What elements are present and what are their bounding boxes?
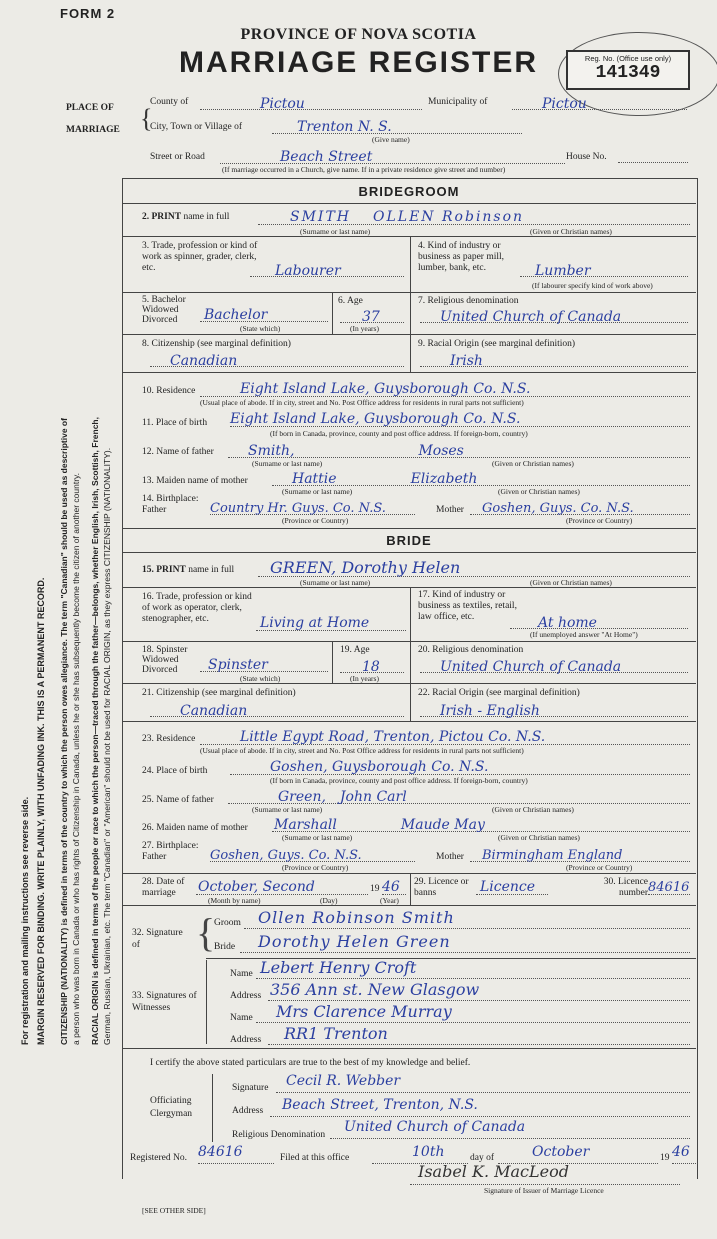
signature-label: 32. Signature of [132,928,183,950]
divider [410,683,412,721]
bride-birth-field [230,758,690,775]
divider [410,334,412,372]
groom-residence-label: 10. Residence [142,386,196,396]
bride-age-label: 19. Age [340,645,370,655]
clergy-address-value: Beach Street, Trenton, N.S. [282,1097,478,1113]
municipality-value: Pictou [542,96,587,112]
day-caption: (Day) [320,896,338,905]
state-caption: (State which) [240,324,281,333]
groom-birth-value: Eight Island Lake, Guysborough Co. N.S. [230,411,521,427]
divider [122,683,696,684]
prov-caption: (Province or Country) [282,516,349,525]
brace-icon: { [196,910,216,955]
filed-year-value: 46 [672,1144,690,1160]
licence-number-field [648,878,690,895]
groom-father-label: 12. Name of father [142,447,214,457]
witness1-address [268,980,690,1001]
divider [122,873,696,874]
county-value: Pictou [260,96,305,112]
bride-status-label: 18. Spinster Widowed Divorced [142,645,188,675]
reg-number-box [566,50,690,90]
divider [410,587,412,641]
w1-name-label: Name [230,969,253,979]
city-label: City, Town or Village of [150,122,242,132]
bride-father-given: John Carl [339,789,407,805]
bride-religion-value: United Church of Canada [440,659,622,675]
divider [122,1048,696,1049]
groom-citizenship-label: 8. Citizenship (see marginal definition) [142,339,291,349]
house-label: House No. [566,152,607,162]
groom-mother-bp-field [470,499,690,515]
groom-given: OLLEN Robinson [373,209,525,225]
surname-caption: (Surname or last name) [252,805,323,814]
bride-religion-label: 20. Religious denomination [418,645,524,655]
divider [410,873,412,905]
page-title: MARRIAGE REGISTER [178,46,539,79]
divider [122,372,696,373]
groom-racial-field [420,352,688,367]
witness2-name [256,1002,690,1023]
witness1-address-value: 356 Ann st. New Glasgow [270,980,480,999]
witness2-address [268,1024,690,1045]
see-other-side: [SEE OTHER SIDE] [142,1206,206,1215]
prov-caption: (Province or Country) [282,863,349,872]
place-of-marriage-label: PLACE OF MARRIAGE [66,103,120,135]
issuer-signature-value: Isabel K. MacLeod [418,1162,569,1181]
divider [410,641,412,683]
county-label: County of [150,97,189,107]
groom-industry-label: 4. Kind of industry or business as paper mill, lumber, bank, etc. [418,241,505,273]
side-note-6: German, Russian, Ukrainian, etc. The term "Canadian" or "American" should not be used for RACIAL ORIGIN, as they express CITIZENSHIP (NATIONALITY). [102,447,112,1045]
surname-caption: (Surname or last name) [282,833,353,842]
residence-note: (Usual place of abode. If in city, street and No. Post Office address for residents in rural parts not sufficient) [200,398,524,407]
groom-name-label: 2. PRINT name in full [142,212,230,222]
divider [122,552,696,553]
prov-caption: (Province or Country) [566,863,633,872]
side-note-2: MARGIN RESERVED FOR BINDING. WRITE PLAINLY, WITH UNFADING INK. THIS IS A PERMANENT RECORD. [36,577,46,1045]
divider [122,721,696,722]
w2-name-label: Name [230,1013,253,1023]
bride-signature [240,932,690,953]
denomination-label: Religious Denomination [232,1130,326,1140]
bridegroom-heading: BRIDEGROOM [358,184,460,199]
bride-father-bp-field [210,846,415,862]
clergy-address [270,1096,690,1117]
bride-name-value: GREEN, Dorothy Helen [270,558,461,577]
years-caption: (In years) [350,674,379,683]
brace-icon: { [140,104,153,133]
registered-field [198,1143,274,1164]
residence-note: (Usual place of abode. If in city, street and No. Post Office address for residents in rural parts not sufficient) [200,746,524,755]
month-caption: (Month by name) [208,896,261,905]
groom-age-label: 6. Age [338,296,363,306]
licence-field [476,878,548,895]
groom-signature-value: Ollen Robinson Smith [258,908,455,927]
groom-father-field [228,442,690,458]
form-number: FORM 2 [60,6,116,21]
bride-name-field [258,558,690,577]
bride-status-field [200,656,328,672]
groom-mother-label: 13. Maiden name of mother [142,476,248,486]
bride-sig-label: Bride [214,942,236,952]
years-caption: (In years) [350,324,379,333]
groom-residence-value: Eight Island Lake, Guysborough Co. N.S. [240,381,531,397]
clergy-address-label: Address [232,1106,264,1116]
municipality-label: Municipality of [428,97,488,107]
divider [122,905,696,906]
side-note-4: a person who was born in Canada or who has rights of Citizenship in Canada, unless he or she has subsequently become the citizen of another country. [71,472,81,1045]
house-field [618,150,688,163]
bride-industry-field [510,614,688,629]
groom-industry-value: Lumber [535,263,591,279]
given-caption: (Given or Christian names) [492,805,574,814]
bride-industry-value: At home [538,615,597,631]
divider [206,960,208,1044]
surname-caption: (Surname or last name) [282,487,353,496]
divider [332,641,334,683]
groom-residence-field [200,380,690,397]
birth-note: (If born in Canada, province, county and post office address. If foreign-born, country) [270,429,528,438]
bride-industry-note: (If unemployed answer "At Home") [530,630,638,639]
groom-religion-value: United Church of Canada [440,309,622,325]
registered-label: Registered No. [130,1153,187,1163]
surname-caption: (Surname or last name) [300,227,371,236]
divider [122,292,696,293]
year-prefix: 19 [370,884,380,894]
filed-month-value: October [532,1144,590,1160]
birth-note: (If born in Canada, province, county and post office address. If foreign-born, country) [270,776,528,785]
groom-racial-value: Irish [450,353,483,369]
mother-label: Mother [436,852,464,862]
w1-address-label: Address [230,991,262,1001]
witness1-name-value: Lebert Henry Croft [260,958,417,977]
witness2-name-value: Mrs Clarence Murray [276,1002,452,1021]
groom-father-surname: Smith, [248,443,295,459]
filed-year-field [672,1143,696,1164]
groom-trade-label: 3. Trade, profession or kind of work as spinner, grader, clerk, etc. [142,241,258,273]
bride-racial-value: Irish - English [440,703,540,719]
groom-racial-label: 9. Racial Origin (see marginal definition) [418,339,576,349]
bride-industry-label: 17. Kind of industry or business as textiles, retail, law office, etc. [418,590,517,622]
divider [332,292,334,334]
groom-father-bp-value: Country Hr. Guys. Co. N.S. [210,501,386,516]
marriage-date-field [196,878,368,895]
bride-heading: BRIDE [386,533,432,548]
give-name-caption: (Give name) [372,135,410,144]
bride-father-bp-value: Goshen, Guys. Co. N.S. [210,848,362,863]
bride-father-field [228,788,690,804]
bride-racial-field [420,702,688,717]
street-note: (If marriage occurred in a Church, give name. If in a private residence give street and number) [222,165,506,174]
groom-religion-field [420,308,688,323]
licence-label: 29. Licence or banns [414,877,469,898]
bride-trade-label: 16. Trade, profession or kind of work as operator, clerk, stenographer, etc. [142,592,252,624]
divider [122,236,696,237]
groom-mother-surname: Hattie [292,471,337,487]
bride-mother-bp-field [470,846,690,862]
divider [410,292,412,334]
groom-mother-bp-value: Goshen, Guys. Co. N.S. [482,501,634,516]
divider [122,641,696,642]
witness1-name [256,958,690,979]
groom-trade-value: Labourer [275,263,341,279]
groom-surname: SMITH [290,209,352,225]
clergy-signature-value: Cecil R. Webber [286,1073,401,1089]
groom-industry-note: (If labourer specify kind of work above) [532,281,653,290]
street-value: Beach Street [280,149,373,165]
issuer-label: Signature of Issuer of Marriage Licence [484,1186,604,1195]
bride-citizenship-label: 21. Citizenship (see marginal definition) [142,688,296,698]
marriage-year-field [382,878,406,895]
divider [122,334,696,335]
divider [122,203,696,204]
bride-mother-surname: Marshall [274,817,337,833]
licence-value: Licence [480,879,536,895]
bride-trade-field [256,614,406,631]
county-field [200,95,422,110]
groom-age-value: 37 [362,309,380,325]
given-caption: (Given or Christian names) [492,459,574,468]
given-caption: (Given or Christian names) [530,227,612,236]
groom-citizenship-value: Canadian [170,353,238,369]
divider [122,528,696,529]
side-note-1: For registration and mailing instructions see reverse side. [20,796,30,1045]
denomination-value: United Church of Canada [344,1119,526,1135]
bride-status-value: Spinster [208,657,268,673]
divider [212,1074,214,1142]
groom-status-field [200,306,328,322]
groom-age-field [340,308,404,323]
groom-signature [244,908,690,929]
bride-signature-value: Dorothy Helen Green [258,932,451,951]
mother-label: Mother [436,505,464,515]
year-caption: (Year) [380,896,399,905]
marriage-date-label: 28. Date of marriage [142,877,185,898]
divider [410,236,412,292]
province-heading: PROVINCE OF NOVA SCOTIA [240,26,477,43]
municipality-field [512,95,687,110]
groom-sig-label: Groom [214,918,241,928]
bride-mother-given: Maude May [400,817,485,833]
filed-label: Filed at this office [280,1153,350,1163]
witness2-address-value: RR1 Trenton [284,1024,388,1043]
groom-father-bp-field [210,499,415,515]
issuer-signature [410,1162,680,1185]
bride-age-field [340,658,404,673]
groom-mother-field [272,470,690,486]
registered-value: 84616 [198,1144,243,1160]
surname-caption: (Surname or last name) [300,578,371,587]
bride-mother-bp-value: Birmingham England [482,848,623,863]
groom-trade-field [250,262,404,277]
bride-mother-label: 26. Maiden name of mother [142,823,248,833]
side-note-5: RACIAL ORIGIN is defined in terms of the people or race to which the person—traced through the father—belongs, whether English, Irish, Scottish, French, [90,417,100,1045]
filed-year-prefix: 19 [660,1153,670,1163]
groom-mother-given: Elizabeth [410,471,478,487]
marriage-month-day: October, Second [198,879,315,895]
clergy-signature [276,1072,690,1093]
groom-religion-label: 7. Religious denomination [418,296,519,306]
bride-citizenship-field [150,702,404,717]
filed-month-field [498,1143,658,1164]
witness-label: 33. Signatures of Witnesses [132,991,197,1013]
bride-citizenship-value: Canadian [180,703,248,719]
groom-father-given: Moses [418,443,464,459]
groom-birthplace-label: 14. Birthplace: Father [142,494,199,515]
bride-mother-field [272,816,690,832]
denomination-field [330,1118,690,1139]
clergy-label: Officiating Clergyman [150,1096,193,1119]
bride-name-label: 15. PRINT name in full [142,565,235,575]
groom-status-label: 5. Bachelor Widowed Divorced [142,295,186,325]
day-of-label: day of [470,1153,495,1163]
marriage-year: 46 [382,879,400,895]
groom-status-value: Bachelor [204,307,268,323]
reg-number: 141349 [595,63,661,83]
street-label: Street or Road [150,152,205,162]
clergy-sig-label: Signature [232,1083,269,1093]
bride-birthplace-label: 27. Birthplace: Father [142,841,199,862]
groom-name-field [258,208,690,225]
given-caption: (Given or Christian names) [530,578,612,587]
surname-caption: (Surname or last name) [252,459,323,468]
street-field [220,148,565,164]
filed-day-value: 10th [412,1144,445,1160]
certify-text: I certify the above stated particulars are true to the best of my knowledge and belief. [150,1058,471,1068]
city-value: Trenton N. S. [297,119,392,135]
reg-number-label: Reg. No. (Office use only) [584,54,672,63]
bride-birth-label: 24. Place of birth [142,766,208,776]
side-note-3: CITIZENSHIP (NATIONALITY) is defined in terms of the country to which the person owes allegiance. The term "Canadian" should be used as descriptive of [59,418,69,1045]
given-caption: (Given or Christian names) [498,833,580,842]
licence-number-value: 84616 [648,880,690,895]
bride-father-label: 25. Name of father [142,795,214,805]
groom-industry-field [520,262,688,277]
bride-residence-value: Little Egypt Road, Trenton, Pictou Co. N.S. [240,729,546,745]
groom-citizenship-field [150,352,404,367]
given-caption: (Given or Christian names) [498,487,580,496]
bride-age-value: 18 [362,659,380,675]
bride-birth-value: Goshen, Guysborough Co. N.S. [270,759,489,775]
divider [122,587,696,588]
bride-trade-value: Living at Home [260,615,370,631]
state-caption: (State which) [240,674,281,683]
city-field [272,118,522,134]
licence-number-label: 30. Licence number [603,877,648,898]
bride-residence-field [200,728,690,745]
bride-racial-label: 22. Racial Origin (see marginal definition) [418,688,580,698]
groom-birth-field [230,410,690,427]
filed-day-field [372,1143,468,1164]
prov-caption: (Province or Country) [566,516,633,525]
bride-religion-field [420,658,688,673]
w2-address-label: Address [230,1035,262,1045]
bride-residence-label: 23. Residence [142,734,196,744]
bride-father-surname: Green, [278,789,326,805]
groom-birth-label: 11. Place of birth [142,418,208,428]
